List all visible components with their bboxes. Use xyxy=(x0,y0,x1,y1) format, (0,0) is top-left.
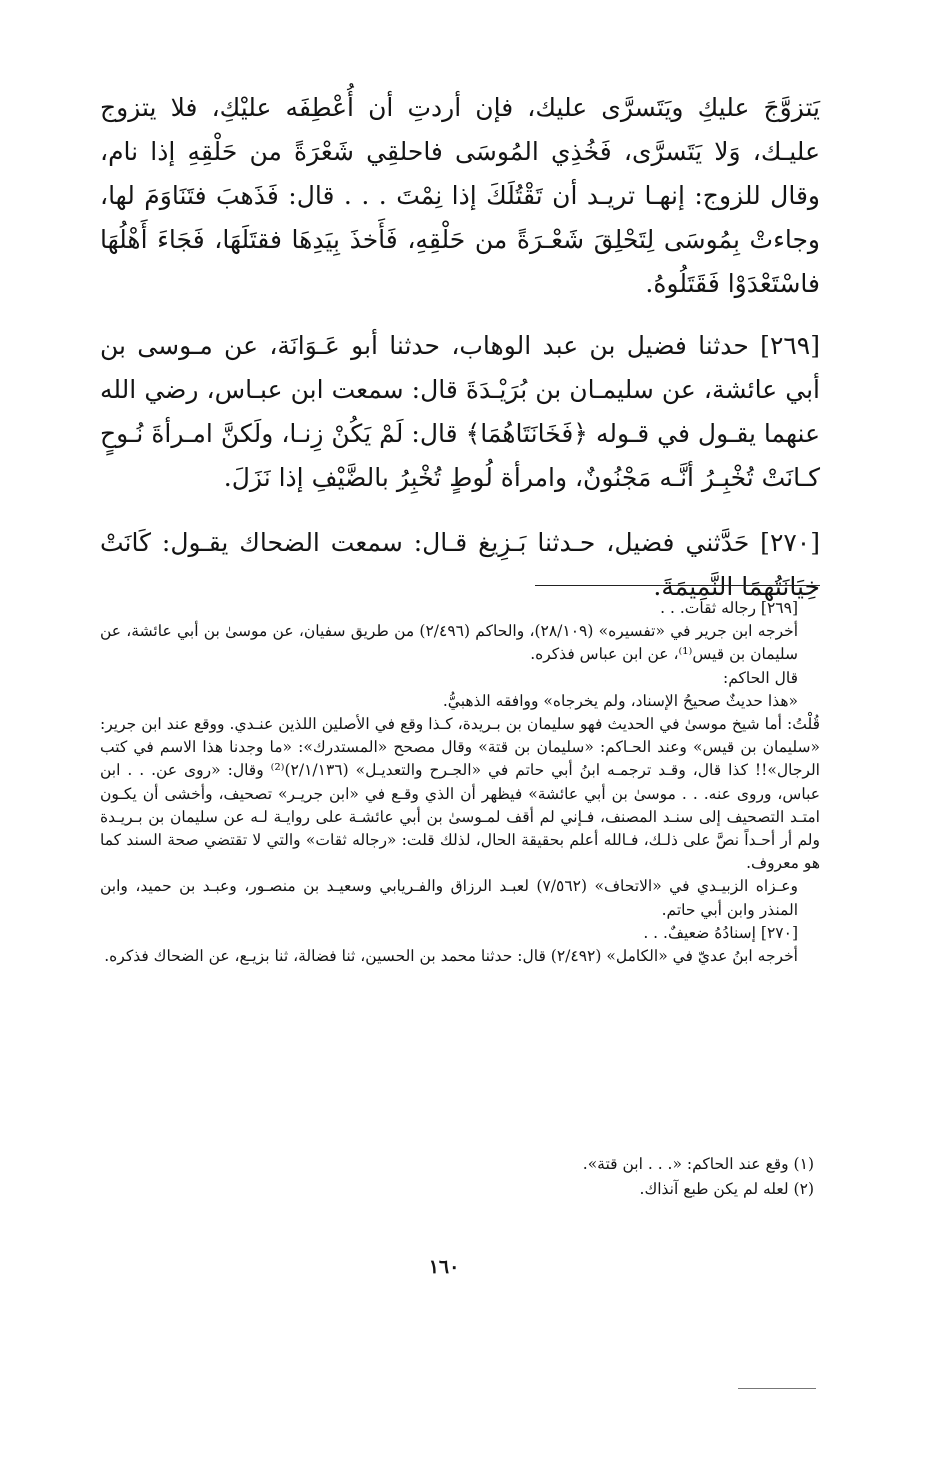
note-paragraph: قُلْتُ: أما شيخ موسىٰ في الحديث فهو سليمان بن بـريدة، كـذا وقع في الأصلين اللذين عنـدي. ووقع عند ابن جرير: «سليمان بن قيس» وعند الحـاكم: «سليمان بن قتة» وقال مصحح «المستدرك»: «ما وجدنا هذا الاسم في كتب الرجال»!! كذا قال، وقـد ترجمـه ابنُ أبي حاتم في «الجـرح والتعديـل» (٢/١/١٣٦)⁽²⁾ وقال: «روى عن. . . ابن عباس، وروى عنه. . . موسىٰ بن أبي عائشة» فيظهر أن الذي وقـع في «ابن جريـر» تصحيف، وأخشى أن يكـون امتـد التصحيف إلى سنـد المصنف، فـإني لم أقف لمـوسىٰ بن أبي عائشـة على روايـة لـه عن سليمان بن بـريـدة ولم أر أحـداً نصَّ على ذلـك، فـالله أعلم بحقيقة الحال، لذلك قلت: «رجاله ثقات» والتي لا تقتضي صحة السند كما هو معروف. xyxy=(100,715,820,873)
note-paragraph: أخرجه ابنُ عديّ في «الكامل» (٢/٤٩٢) قال: حدثنا محمد بن الحسين، ثنا فضالة، ثنا بزيـع، عن الضحاك فذكره. xyxy=(104,947,798,966)
footnote-2: (٢) لعله لم يكن طبع آنذاك. xyxy=(639,1180,814,1198)
main-paragraph-continuation: يَتزوَّجَ عليكِ ويَتَسرَّى عليك، فإن أردتِ أن أُعْطِفَه عليْكِ، فلا يتزوج عليـك، وَلا يَتَسرَّى، فَخُذِي المُوسَى فاحلقِي شَعْرَةً من حَلْقِهِ إذا نام، وقال للزوج: إنهـا تريـد أن تَقْتُلَكَ إذا نِمْتَ . . . قال: فَذَهبَ فتَنَاوَمَ لها، وجاءتْ بِمُوسَى لِتَحْلِقَ شَعْـرَةً من حَلْقِهِ، فَأَخذَ بِيَدِهَا فقتَلَهَا، فَجَاءَ أَهْلُهَا فاسْتَعْدَوْا فَقَتَلُوهُ. xyxy=(100,93,820,298)
footnote-1: (١) وقع عند الحاكم: «. . . ابن قتة». xyxy=(582,1155,814,1173)
main-paragraph-270: [٢٧٠] حَدَّثني فضيل، حـدثنا بَـزِيغ قـال: سمعت الضحاك يقـول: كَانَتْ خِيَانَتُهمَا النَّمِيمَةَ. xyxy=(100,528,820,601)
note-heading-270: [٢٧٠] إسنادُهُ ضعيفٌ. . . xyxy=(643,923,798,942)
commentary xyxy=(100,597,820,968)
note-paragraph: قال الحاكم: xyxy=(723,668,798,687)
main-paragraph-269: [٢٦٩] حدثنا فضيل بن عبد الوهاب، حدثنا أبو عَـوَانَة، عن مـوسى بن أبي عائشة، عن سليمـان بن بُرَيْـدَةَ قال: سمعت ابن عبـاس، رضي الله عنهما يقـول في قـوله ﴿فَخَانَتَاهُمَا﴾ قال: لَمْ يَكُنْ زِنـا، ولَكنَّ امـرأةَ نُـوحٍ كـانَتْ تُخْبِـرُ أنَّـه مَجْنُونٌ، وامرأة لُوطٍ تُخْبِرُ بالضَّيْفِ إذا نَزَلَ. xyxy=(100,331,820,492)
note-paragraph: وعـزاه الزبيـدي في «الاتحاف» (٧/٥٦٢) لعبـد الرزاق والفـريابي وسعيـد بن منصـور، وعبـد بن حميد، وابن المنذر وابن أبي حاتم. xyxy=(100,877,798,919)
page-number: ١٦٠ xyxy=(428,1256,460,1278)
scan-mark-line xyxy=(738,1388,816,1389)
main-text xyxy=(100,86,820,630)
note-paragraph: «هذا حديثٌ صحيحُ الإسناد، ولم يخرجاه» ووافقه الذهبيُّ. xyxy=(442,691,798,710)
footnote-separator xyxy=(535,585,820,586)
note-paragraph: أخرجه ابن جرير في «تفسيره» (٢٨/١٠٩)، والحاكم (٢/٤٩٦) من طريق سفيان، عن موسىٰ بن أبي عائشة، عن سليمان بن قيس⁽¹⁾، عن ابن عباس فذكره. xyxy=(100,622,799,664)
footnotes xyxy=(100,1152,820,1202)
note-heading-269: [٢٦٩] رجاله ثقات. . . xyxy=(660,599,798,617)
